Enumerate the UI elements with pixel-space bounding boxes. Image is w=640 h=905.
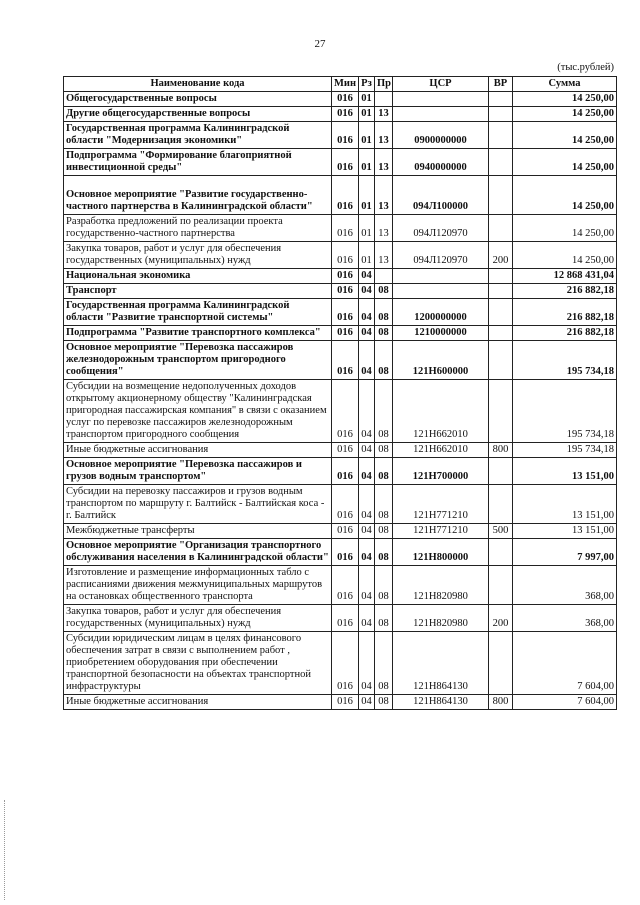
cell-csr: 121Н864130 [393, 632, 489, 695]
table-row [64, 215, 617, 242]
cell-vr [489, 122, 513, 149]
cell-min: 016 [332, 524, 359, 539]
cell-vr [489, 149, 513, 176]
cell-pr: 13 [375, 215, 393, 242]
cell-vr [489, 176, 513, 215]
cell-min: 016 [332, 92, 359, 107]
cell-rz: 04 [359, 380, 375, 443]
cell-min: 016 [332, 176, 359, 215]
cell-name: Общегосударственные вопросы [64, 92, 332, 107]
cell-vr: 800 [489, 443, 513, 458]
cell-vr: 200 [489, 242, 513, 269]
cell-vr [489, 299, 513, 326]
cell-sum: 7 604,00 [513, 632, 617, 695]
table-row [64, 176, 617, 215]
cell-rz: 01 [359, 122, 375, 149]
cell-pr [375, 92, 393, 107]
cell-rz: 01 [359, 176, 375, 215]
table-row [64, 92, 617, 107]
cell-min: 016 [332, 485, 359, 524]
cell-sum: 7 604,00 [513, 695, 617, 710]
cell-rz: 04 [359, 326, 375, 341]
page-number: 27 [314, 38, 326, 50]
cell-sum: 195 734,18 [513, 443, 617, 458]
cell-name: Другие общегосударственные вопросы [64, 107, 332, 122]
cell-csr: 121Н820980 [393, 605, 489, 632]
cell-rz: 04 [359, 269, 375, 284]
cell-sum: 14 250,00 [513, 242, 617, 269]
cell-csr: 094Л100000 [393, 176, 489, 215]
cell-min: 016 [332, 695, 359, 710]
cell-min: 016 [332, 605, 359, 632]
cell-csr [393, 284, 489, 299]
cell-vr [489, 284, 513, 299]
cell-name: Основное мероприятие "Перевозка пассажиров железнодорожным транспортом пригородного сообщения" [64, 341, 332, 380]
cell-csr: 121Н600000 [393, 341, 489, 380]
cell-rz: 04 [359, 539, 375, 566]
header-vr: ВР [489, 77, 513, 92]
cell-min: 016 [332, 458, 359, 485]
header-rz: Рз [359, 77, 375, 92]
cell-pr: 13 [375, 242, 393, 269]
cell-vr: 500 [489, 524, 513, 539]
cell-rz: 04 [359, 695, 375, 710]
cell-csr [393, 107, 489, 122]
header-min: Мин [332, 77, 359, 92]
cell-name: Разработка предложений по реализации проекта государственно-частного партнерства [64, 215, 332, 242]
table-row [64, 632, 617, 695]
cell-csr: 121Н771210 [393, 524, 489, 539]
table-row [64, 605, 617, 632]
cell-pr: 08 [375, 695, 393, 710]
cell-pr: 08 [375, 284, 393, 299]
cell-pr: 08 [375, 341, 393, 380]
cell-sum: 14 250,00 [513, 92, 617, 107]
cell-vr [489, 269, 513, 284]
unit-note: (тыс.рублей) [557, 62, 614, 73]
cell-min: 016 [332, 284, 359, 299]
cell-sum: 13 151,00 [513, 485, 617, 524]
cell-sum: 216 882,18 [513, 299, 617, 326]
cell-vr [489, 326, 513, 341]
header-pr: Пр [375, 77, 393, 92]
cell-name: Национальная экономика [64, 269, 332, 284]
table-row [64, 341, 617, 380]
cell-name: Подпрограмма "Развитие транспортного комплекса" [64, 326, 332, 341]
cell-min: 016 [332, 269, 359, 284]
cell-vr [489, 566, 513, 605]
table-row [64, 566, 617, 605]
cell-sum: 14 250,00 [513, 122, 617, 149]
cell-name: Субсидии на перевозку пассажиров и грузов водным транспортом по маршруту г. Балтийск - Балтийская коса - г. Балтийск [64, 485, 332, 524]
cell-sum: 216 882,18 [513, 326, 617, 341]
cell-sum: 13 151,00 [513, 524, 617, 539]
cell-name: Основное мероприятие "Развитие государственно-частного партнерства в Калининградской области" [64, 176, 332, 215]
cell-csr: 0900000000 [393, 122, 489, 149]
cell-min: 016 [332, 149, 359, 176]
cell-name: Основное мероприятие "Организация транспортного обслуживания населения в Калининградской области" [64, 539, 332, 566]
cell-pr: 08 [375, 632, 393, 695]
cell-rz: 04 [359, 284, 375, 299]
cell-rz: 01 [359, 215, 375, 242]
cell-pr: 08 [375, 524, 393, 539]
cell-min: 016 [332, 122, 359, 149]
cell-rz: 04 [359, 443, 375, 458]
cell-csr: 121Н800000 [393, 539, 489, 566]
cell-pr: 08 [375, 443, 393, 458]
cell-min: 016 [332, 380, 359, 443]
cell-sum: 14 250,00 [513, 176, 617, 215]
cell-vr [489, 458, 513, 485]
table-row [64, 299, 617, 326]
table-row [64, 539, 617, 566]
margin-marks [4, 800, 7, 900]
cell-rz: 04 [359, 341, 375, 380]
header-name: Наименование кода [64, 77, 332, 92]
cell-pr: 08 [375, 566, 393, 605]
table-row [64, 122, 617, 149]
table-row [64, 242, 617, 269]
cell-csr: 094Л120970 [393, 215, 489, 242]
table-header-row [64, 77, 617, 92]
cell-csr: 121Н662010 [393, 443, 489, 458]
cell-name: Транспорт [64, 284, 332, 299]
cell-pr: 08 [375, 326, 393, 341]
table-row [64, 269, 617, 284]
cell-min: 016 [332, 326, 359, 341]
cell-rz: 01 [359, 242, 375, 269]
cell-min: 016 [332, 443, 359, 458]
cell-min: 016 [332, 242, 359, 269]
cell-min: 016 [332, 632, 359, 695]
cell-name: Изготовление и размещение информационных табло с расписаниями движения межмуниципальных маршрутов на остановках общественного транспорта [64, 566, 332, 605]
table-row [64, 524, 617, 539]
cell-vr [489, 539, 513, 566]
cell-csr: 1200000000 [393, 299, 489, 326]
cell-pr: 08 [375, 605, 393, 632]
cell-sum: 12 868 431,04 [513, 269, 617, 284]
cell-name: Закупка товаров, работ и услуг для обеспечения государственных (муниципальных) нужд [64, 605, 332, 632]
cell-sum: 14 250,00 [513, 107, 617, 122]
cell-rz: 04 [359, 485, 375, 524]
cell-sum: 368,00 [513, 605, 617, 632]
cell-csr [393, 269, 489, 284]
cell-csr: 094Л120970 [393, 242, 489, 269]
cell-name: Государственная программа Калининградской области "Модернизация экономики" [64, 122, 332, 149]
cell-vr [489, 107, 513, 122]
table-row [64, 485, 617, 524]
cell-pr: 13 [375, 122, 393, 149]
cell-min: 016 [332, 539, 359, 566]
cell-name: Закупка товаров, работ и услуг для обеспечения государственных (муниципальных) нужд [64, 242, 332, 269]
cell-sum: 14 250,00 [513, 149, 617, 176]
cell-name: Государственная программа Калининградской области "Развитие транспортной системы" [64, 299, 332, 326]
cell-name: Иные бюджетные ассигнования [64, 695, 332, 710]
cell-rz: 01 [359, 92, 375, 107]
table-row [64, 284, 617, 299]
table-row [64, 380, 617, 443]
cell-csr: 121Н771210 [393, 485, 489, 524]
cell-pr: 08 [375, 380, 393, 443]
cell-rz: 04 [359, 524, 375, 539]
cell-rz: 04 [359, 458, 375, 485]
table-row [64, 149, 617, 176]
cell-sum: 368,00 [513, 566, 617, 605]
cell-csr: 121Н662010 [393, 380, 489, 443]
cell-name: Основное мероприятие "Перевозка пассажиров и грузов водным транспортом" [64, 458, 332, 485]
budget-table [63, 76, 617, 710]
cell-pr: 13 [375, 149, 393, 176]
cell-pr: 13 [375, 176, 393, 215]
cell-pr: 13 [375, 107, 393, 122]
cell-vr [489, 92, 513, 107]
cell-min: 016 [332, 341, 359, 380]
cell-vr [489, 215, 513, 242]
cell-csr: 121Н700000 [393, 458, 489, 485]
table-row [64, 443, 617, 458]
cell-min: 016 [332, 107, 359, 122]
cell-min: 016 [332, 215, 359, 242]
table-row [64, 326, 617, 341]
header-sum: Сумма [513, 77, 617, 92]
cell-vr: 200 [489, 605, 513, 632]
cell-name: Иные бюджетные ассигнования [64, 443, 332, 458]
cell-pr [375, 269, 393, 284]
cell-pr: 08 [375, 299, 393, 326]
cell-csr: 1210000000 [393, 326, 489, 341]
table-row [64, 458, 617, 485]
cell-sum: 216 882,18 [513, 284, 617, 299]
cell-pr: 08 [375, 539, 393, 566]
cell-min: 016 [332, 566, 359, 605]
cell-csr [393, 92, 489, 107]
header-csr: ЦСР [393, 77, 489, 92]
cell-csr: 121Н864130 [393, 695, 489, 710]
table-row [64, 107, 617, 122]
cell-rz: 04 [359, 632, 375, 695]
cell-vr [489, 485, 513, 524]
cell-vr: 800 [489, 695, 513, 710]
cell-pr: 08 [375, 458, 393, 485]
cell-sum: 7 997,00 [513, 539, 617, 566]
cell-name: Подпрограмма "Формирование благоприятной инвестиционной среды" [64, 149, 332, 176]
cell-pr: 08 [375, 485, 393, 524]
cell-rz: 01 [359, 149, 375, 176]
cell-rz: 04 [359, 566, 375, 605]
cell-sum: 13 151,00 [513, 458, 617, 485]
cell-name: Субсидии юридическим лицам в целях финансового обеспечения затрат в связи с выполнением работ , приобретением оборудования при обеспечении транспортной безопасности на объектах транспортной инфраструктуры [64, 632, 332, 695]
cell-min: 016 [332, 299, 359, 326]
cell-sum: 14 250,00 [513, 215, 617, 242]
cell-rz: 04 [359, 299, 375, 326]
cell-csr: 121Н820980 [393, 566, 489, 605]
cell-rz: 04 [359, 605, 375, 632]
cell-vr [489, 380, 513, 443]
table-row [64, 695, 617, 710]
cell-vr [489, 632, 513, 695]
cell-csr: 0940000000 [393, 149, 489, 176]
cell-name: Субсидии на возмещение недополученных доходов открытому акционерному обществу "Калининградская пригородная пассажирская компания" в связи с оказанием услуг по перевозке пассажиров железнодорожным транспортом пригородного сообщения [64, 380, 332, 443]
cell-rz: 01 [359, 107, 375, 122]
cell-sum: 195 734,18 [513, 380, 617, 443]
cell-name: Межбюджетные трансферты [64, 524, 332, 539]
cell-sum: 195 734,18 [513, 341, 617, 380]
cell-vr [489, 341, 513, 380]
